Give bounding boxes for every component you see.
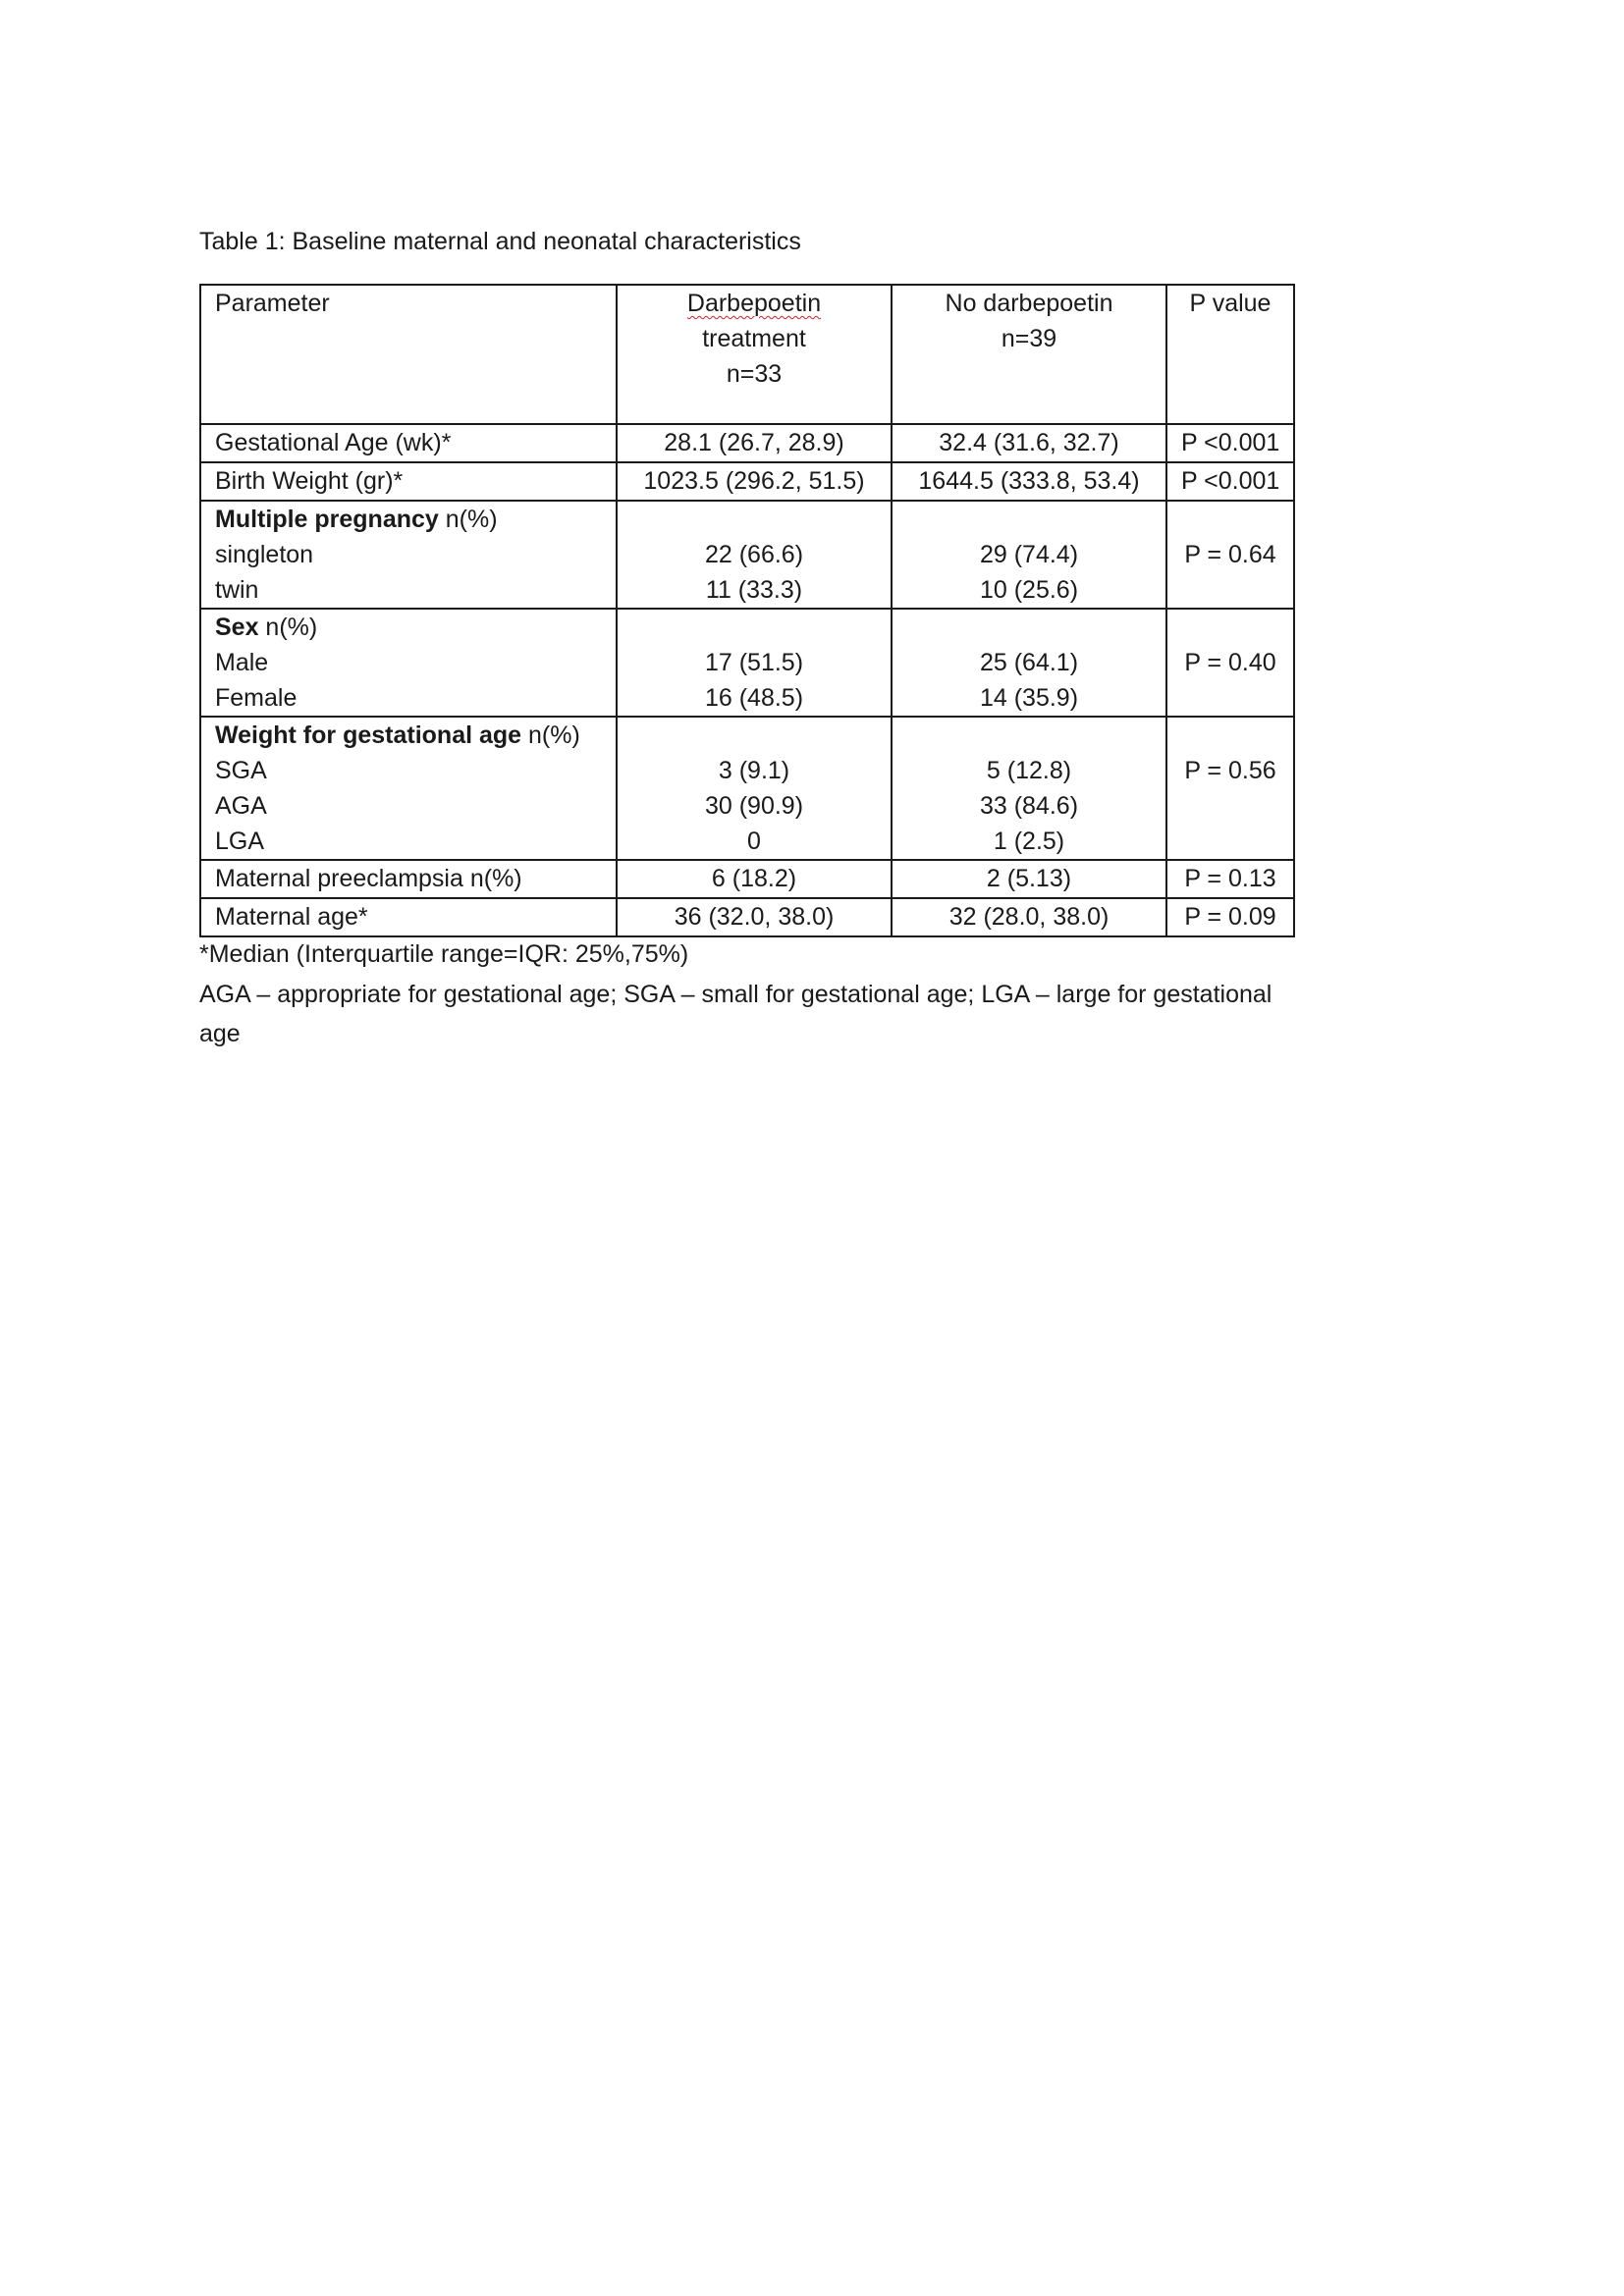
header-darb-line-1: Darbepoetin <box>686 290 822 317</box>
group-title: Sex n(%) <box>215 614 318 641</box>
p-value: P = 0.64 <box>1184 541 1276 568</box>
header-nodarb-line-2: n=39 <box>1001 325 1057 352</box>
row-label-group <box>200 717 617 860</box>
table-row-weight-for-gestational-age <box>200 717 1294 860</box>
nodarb-value: 25 (64.1) <box>979 649 1079 676</box>
row-label: Gestational Age (wk)* <box>200 424 617 462</box>
header-p-value: P value <box>1166 285 1294 424</box>
table-row-multiple-pregnancy <box>200 501 1294 609</box>
group-title: Multiple pregnancy n(%) <box>215 506 498 533</box>
darb-value: 28.1 (26.7, 28.9) <box>617 424 892 462</box>
footnote-abbreviations: AGA – appropriate for gestational age; SGA – small for gestational age; LGA – large for gestational age <box>199 981 1272 1047</box>
table-row-gestational-age <box>200 424 1294 462</box>
p-value-cell <box>1166 609 1294 717</box>
p-value: P <0.001 <box>1166 462 1294 501</box>
row-label: Maternal preeclampsia n(%) <box>200 860 617 898</box>
sub-label: Female <box>215 684 298 712</box>
nodarb-value: 32.4 (31.6, 32.7) <box>892 424 1166 462</box>
darb-value: 3 (9.1) <box>718 757 790 784</box>
table-row-sex <box>200 609 1294 717</box>
p-value: P = 0.09 <box>1166 898 1294 936</box>
p-value: P = 0.56 <box>1184 757 1276 784</box>
footnote-median: *Median (Interquartile range=IQR: 25%,75%) <box>199 940 689 968</box>
nodarb-values <box>892 501 1166 609</box>
table-row-maternal-preeclampsia <box>200 860 1294 898</box>
darb-value: 16 (48.5) <box>704 684 804 712</box>
baseline-characteristics-table <box>199 284 1295 937</box>
table-caption: Table 1: Baseline maternal and neonatal characteristics <box>199 228 801 255</box>
row-label-group <box>200 609 617 717</box>
nodarb-values <box>892 717 1166 860</box>
table-header-row <box>200 285 1294 424</box>
darb-value: 22 (66.6) <box>704 541 804 568</box>
sub-label: singleton <box>215 541 314 568</box>
darb-value: 11 (33.3) <box>705 576 803 604</box>
row-label: Birth Weight (gr)* <box>200 462 617 501</box>
row-label: Maternal age* <box>200 898 617 936</box>
group-title: Weight for gestational age n(%) <box>215 721 580 749</box>
nodarb-value: 29 (74.4) <box>979 541 1079 568</box>
darb-value: 17 (51.5) <box>704 649 804 676</box>
table-row-birth-weight <box>200 462 1294 501</box>
nodarb-value: 32 (28.0, 38.0) <box>892 898 1166 936</box>
nodarb-value: 14 (35.9) <box>979 684 1079 712</box>
header-darb-line-2: treatment <box>702 325 806 352</box>
nodarb-value: 5 (12.8) <box>986 757 1072 784</box>
sub-label: twin <box>215 576 259 604</box>
nodarb-value: 1 (2.5) <box>993 828 1065 855</box>
header-nodarb-line-1: No darbepoetin <box>945 290 1113 317</box>
header-parameter: Parameter <box>200 285 617 424</box>
darb-value: 0 <box>747 828 761 855</box>
header-no-darbepoetin <box>892 285 1166 424</box>
darb-value: 1023.5 (296.2, 51.5) <box>617 462 892 501</box>
sub-label: LGA <box>215 828 265 855</box>
darb-value: 36 (32.0, 38.0) <box>617 898 892 936</box>
nodarb-values <box>892 609 1166 717</box>
sub-label: SGA <box>215 757 267 784</box>
darb-values <box>617 717 892 860</box>
p-value-cell <box>1166 501 1294 609</box>
p-value: P = 0.13 <box>1166 860 1294 898</box>
darb-value: 30 (90.9) <box>704 792 804 820</box>
darb-value: 6 (18.2) <box>617 860 892 898</box>
sub-label: Male <box>215 649 269 676</box>
header-darb-line-3: n=33 <box>726 360 783 388</box>
nodarb-value: 33 (84.6) <box>979 792 1079 820</box>
nodarb-value: 2 (5.13) <box>892 860 1166 898</box>
nodarb-value: 1644.5 (333.8, 53.4) <box>892 462 1166 501</box>
p-value-cell <box>1166 717 1294 860</box>
darb-values <box>617 501 892 609</box>
sub-label: AGA <box>215 792 267 820</box>
header-darbepoetin-treatment <box>617 285 892 424</box>
row-label-group <box>200 501 617 609</box>
p-value: P <0.001 <box>1166 424 1294 462</box>
nodarb-value: 10 (25.6) <box>979 576 1079 604</box>
p-value: P = 0.40 <box>1184 649 1276 676</box>
table-row-maternal-age <box>200 898 1294 936</box>
darb-values <box>617 609 892 717</box>
